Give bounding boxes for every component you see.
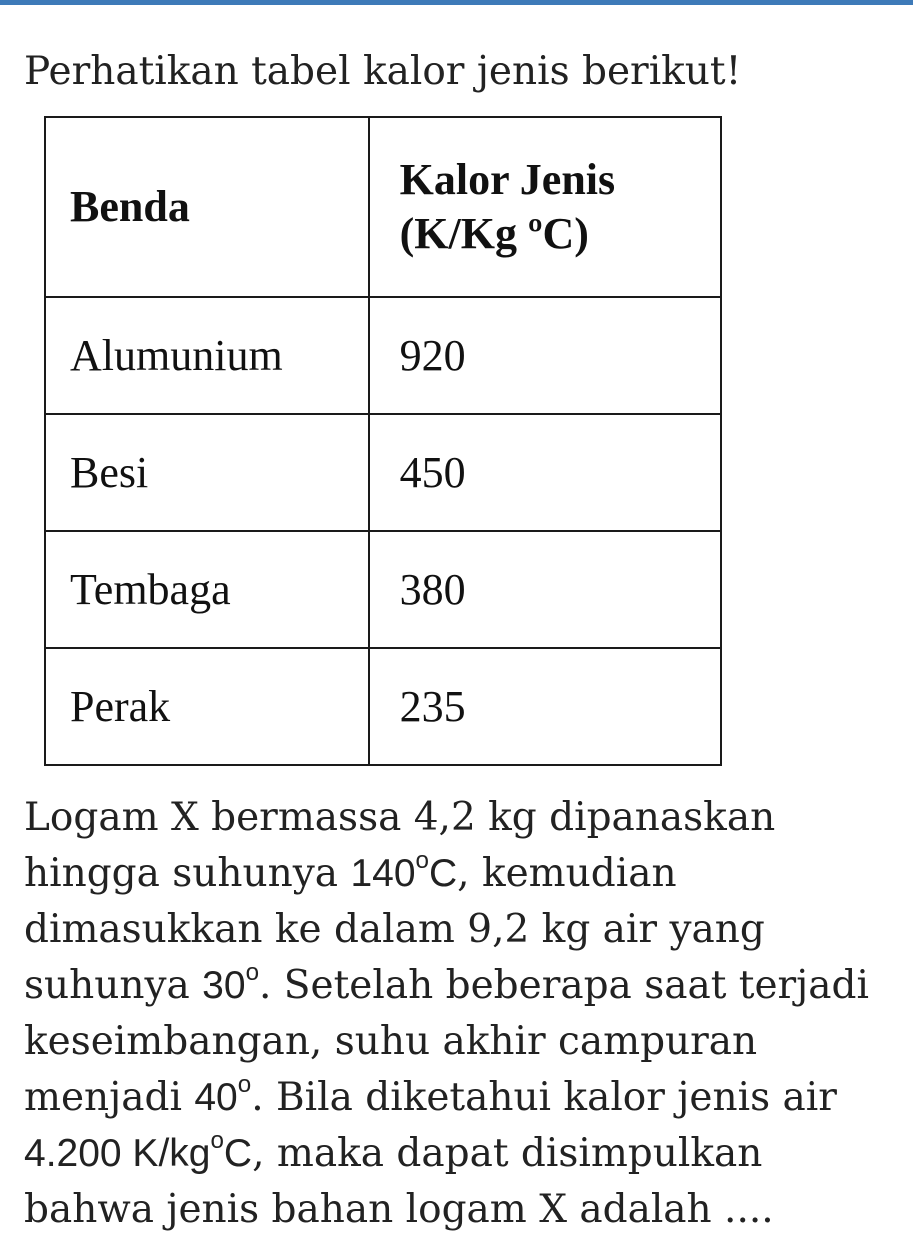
cell-benda: Perak <box>45 648 369 765</box>
degree-mark: o <box>237 1071 252 1099</box>
top-accent-bar <box>0 0 913 5</box>
temperature-number: 30 <box>202 964 246 1007</box>
degree-mark: o <box>415 847 429 875</box>
temperature-unit: C <box>223 1132 253 1175</box>
question-fragment: hingga suhunya <box>24 851 351 896</box>
question-text <box>24 790 913 1238</box>
question-line: dimasukkan ke dalam 9,2 kg air yang <box>24 907 765 952</box>
cell-kalor: 380 <box>369 531 721 648</box>
cell-kalor: 235 <box>369 648 721 765</box>
specific-heat-value <box>24 1127 253 1175</box>
temperature-value <box>194 1071 252 1119</box>
table-row <box>45 297 721 414</box>
question-fragment: . Bila diketahui kalor jenis air <box>251 1075 837 1120</box>
temperature-number: 40 <box>194 1076 238 1119</box>
question-line <box>24 1126 913 1182</box>
question-line <box>24 1070 913 1126</box>
cell-kalor: 450 <box>369 414 721 531</box>
question-fragment: , kemudian <box>457 851 677 896</box>
header-kalor-line2: (K/Kg ºC) <box>399 209 589 258</box>
degree-mark: o <box>245 959 260 987</box>
temperature-value <box>202 959 260 1007</box>
cell-benda: Alumunium <box>45 297 369 414</box>
temperature-unit: C <box>429 852 458 895</box>
question-line <box>24 958 913 1014</box>
table-row <box>45 531 721 648</box>
question-fragment: menjadi <box>24 1075 195 1120</box>
cell-benda: Tembaga <box>45 531 369 648</box>
header-benda: Benda <box>45 117 369 297</box>
question-line: Logam X bermassa 4,2 kg dipanaskan <box>24 795 776 840</box>
cell-kalor: 920 <box>369 297 721 414</box>
question-line <box>24 846 913 902</box>
header-kalor-jenis <box>369 117 721 297</box>
header-kalor-line1: Kalor Jenis <box>399 155 616 204</box>
question-fragment: , maka dapat disimpulkan <box>252 1131 763 1176</box>
degree-mark: o <box>210 1127 224 1155</box>
intro-text: Perhatikan tabel kalor jenis berikut! <box>24 49 742 94</box>
table-header-row <box>45 117 721 297</box>
table-row <box>45 648 721 765</box>
cell-benda: Besi <box>45 414 369 531</box>
temperature-number: 140 <box>350 852 416 895</box>
question-fragment: . Setelah beberapa saat terjadi <box>259 963 869 1008</box>
temperature-value <box>350 847 458 895</box>
specific-heat-number: 4.200 K/kg <box>24 1132 211 1175</box>
question-line: keseimbangan, suhu akhir campuran <box>24 1019 758 1064</box>
question-line: bahwa jenis bahan logam X adalah .... <box>24 1187 774 1232</box>
table-row <box>45 414 721 531</box>
question-fragment: suhunya <box>24 963 203 1008</box>
specific-heat-table <box>44 116 722 766</box>
